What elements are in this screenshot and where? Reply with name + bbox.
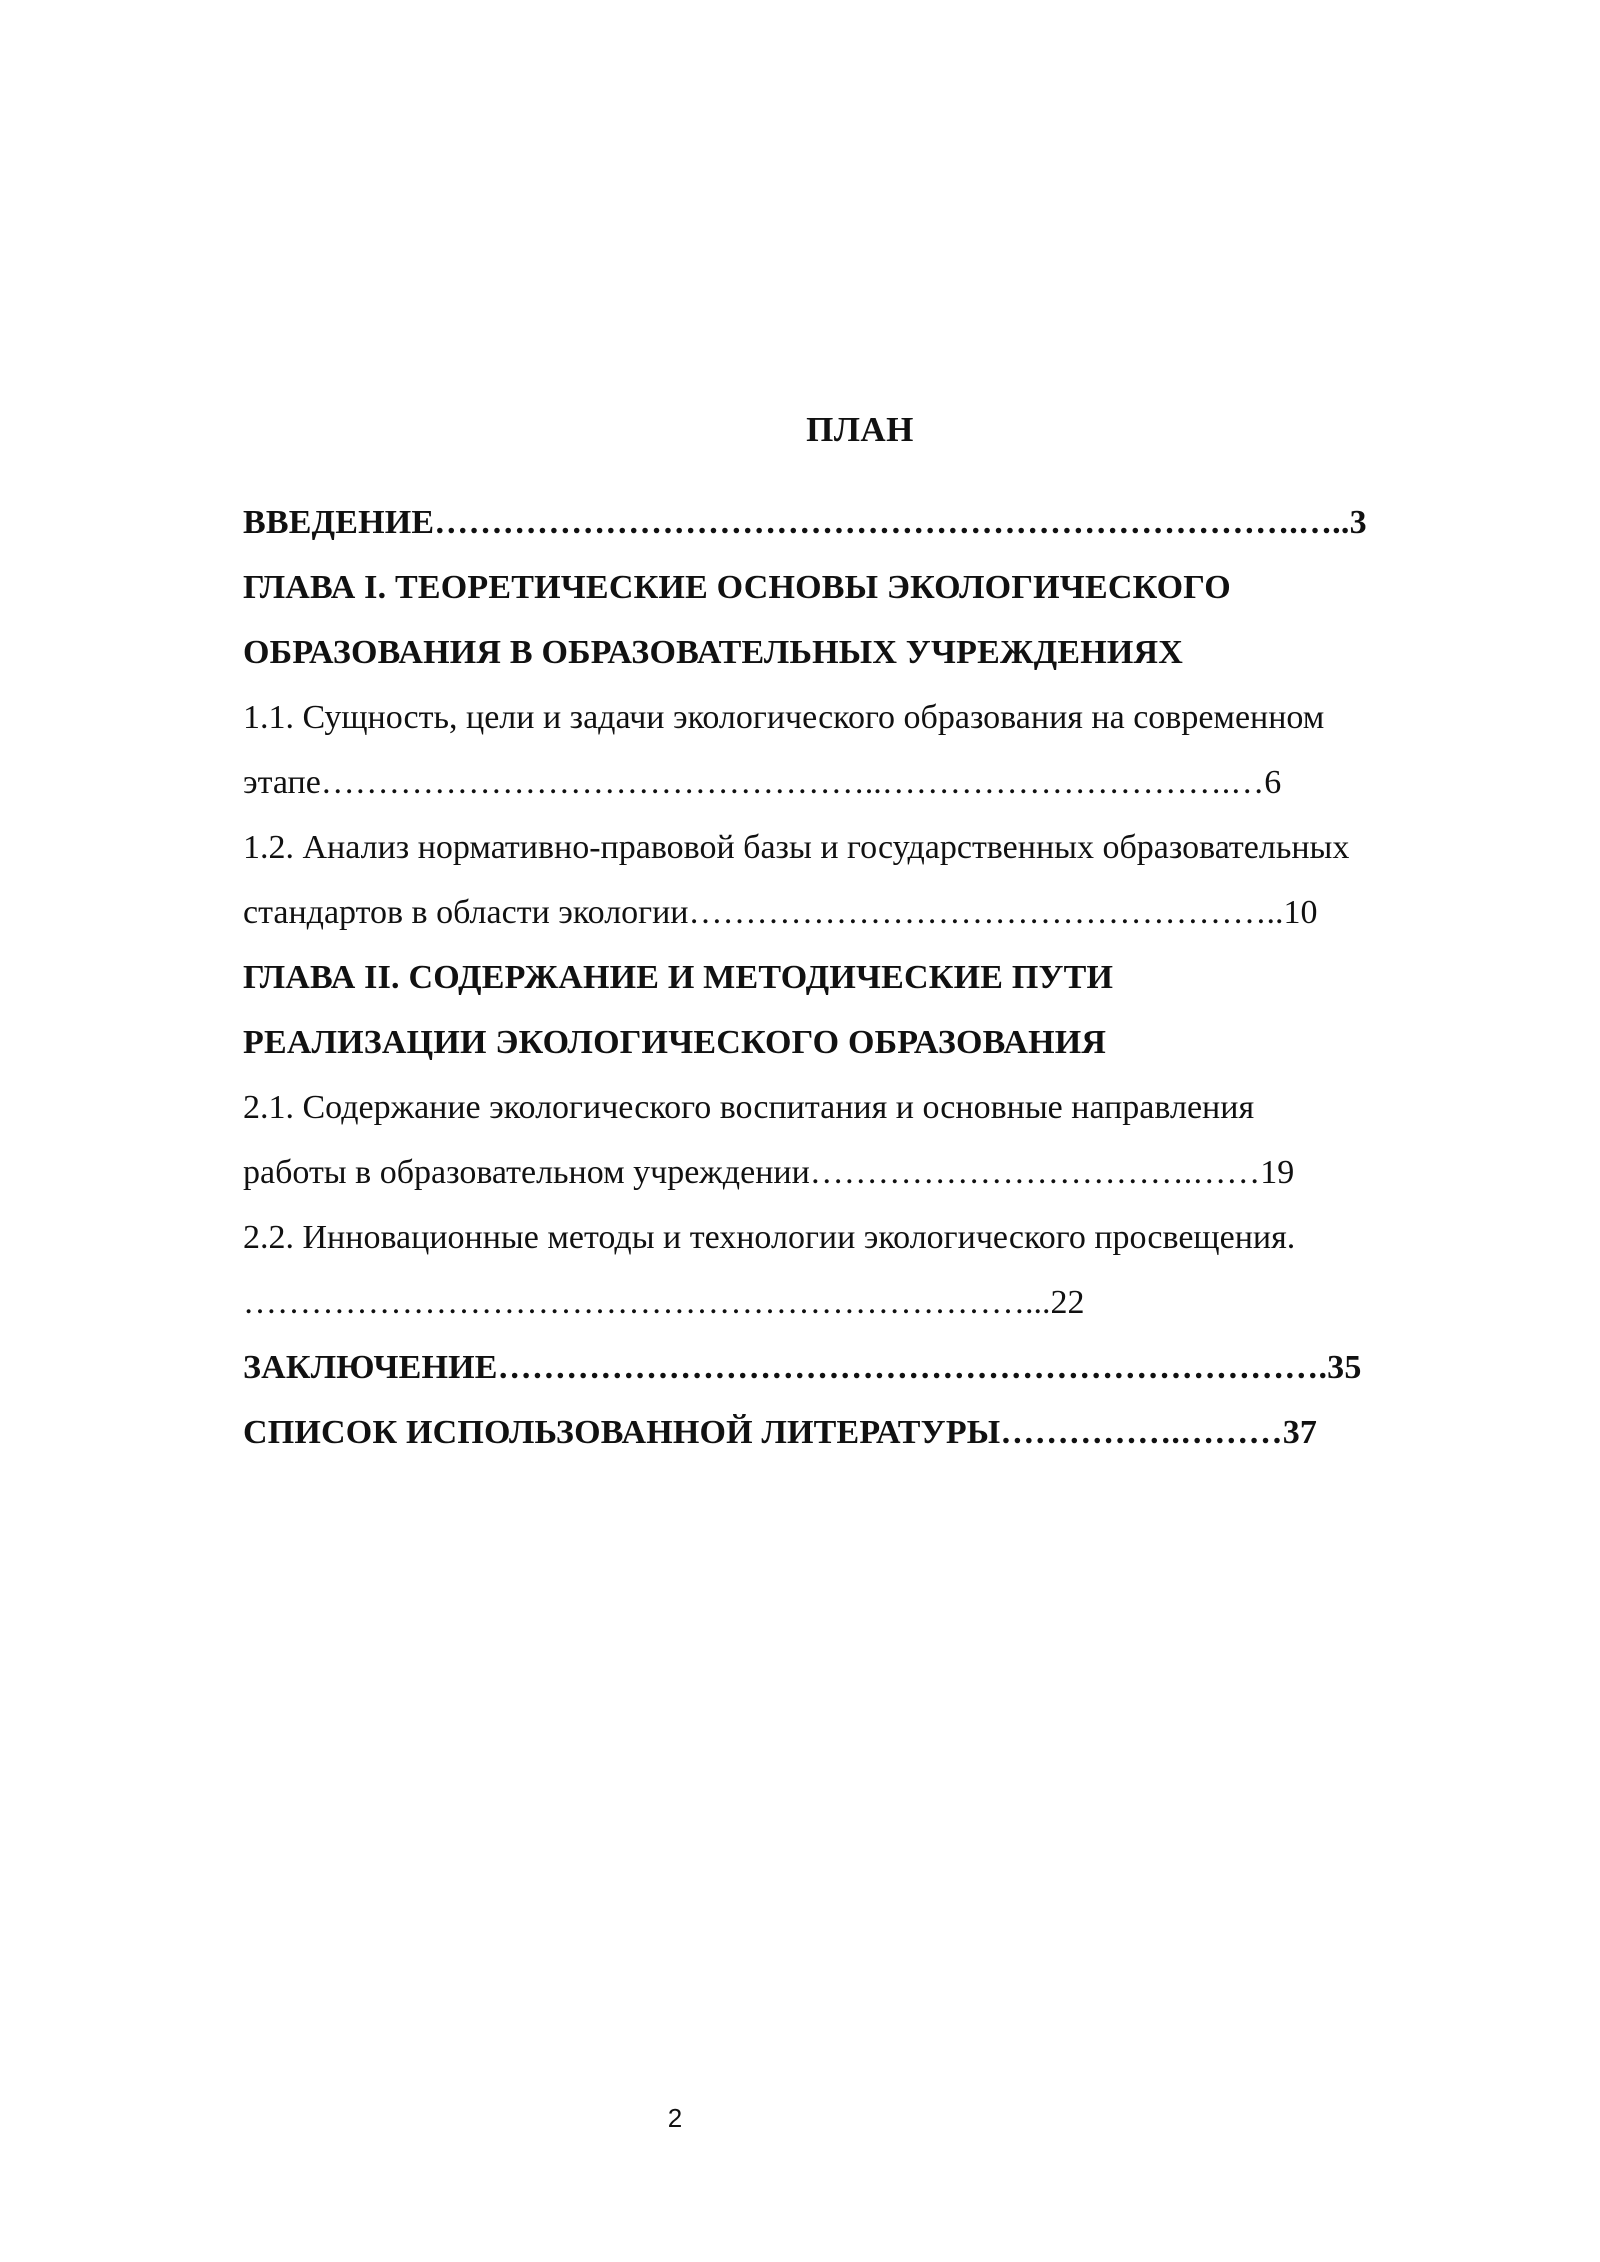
toc-entry-section-2-1: 2.1. Содержание экологического воспитания и основные направления: [243, 1089, 1255, 1126]
toc-entry-section-1-1: 1.1. Сущность, цели и задачи экологического образования на современном: [243, 699, 1325, 736]
toc-entry-conclusion: ЗАКЛЮЧЕНИЕ……………………………………………………………….35: [243, 1349, 1362, 1386]
toc-entry-chapter-1-heading: ГЛАВА I. ТЕОРЕТИЧЕСКИЕ ОСНОВЫ ЭКОЛОГИЧЕСКОГО: [243, 569, 1231, 606]
toc-entry-section-1-1-cont: этапе…………………………………………..………………………….…6: [243, 764, 1282, 801]
toc-entry-chapter-1-heading-cont: ОБРАЗОВАНИЯ В ОБРАЗОВАТЕЛЬНЫХ УЧРЕЖДЕНИЯХ: [243, 634, 1184, 671]
toc-entry-section-2-2-cont: ……………………………………………………………...22: [243, 1284, 1085, 1321]
page-title: ПЛАН: [806, 410, 914, 449]
toc-entry-references: СПИСОК ИСПОЛЬЗОВАННОЙ ЛИТЕРАТУРЫ…………….………37: [243, 1414, 1318, 1451]
toc-entry-section-1-2: 1.2. Анализ нормативно-правовой базы и государственных образовательных: [243, 829, 1350, 866]
table-of-contents: [243, 490, 1485, 1465]
toc-entry-section-2-2: 2.2. Инновационные методы и технологии экологического просвещения.: [243, 1219, 1296, 1256]
toc-entry-section-2-1-cont: работы в образовательном учреждении…………………………….……19: [243, 1154, 1295, 1191]
toc-entry-chapter-2-heading-cont: РЕАЛИЗАЦИИ ЭКОЛОГИЧЕСКОГО ОБРАЗОВАНИЯ: [243, 1024, 1107, 1061]
toc-entry-introduction: ВВЕДЕНИЕ………………………………………………………………….…..3: [243, 504, 1367, 541]
toc-entry-section-1-2-cont: стандартов в области экологии……………………………………………..10: [243, 894, 1318, 931]
toc-entry-chapter-2-heading: ГЛАВА II. СОДЕРЖАНИЕ И МЕТОДИЧЕСКИЕ ПУТИ: [243, 959, 1114, 996]
page-number: 2: [667, 2103, 683, 2133]
